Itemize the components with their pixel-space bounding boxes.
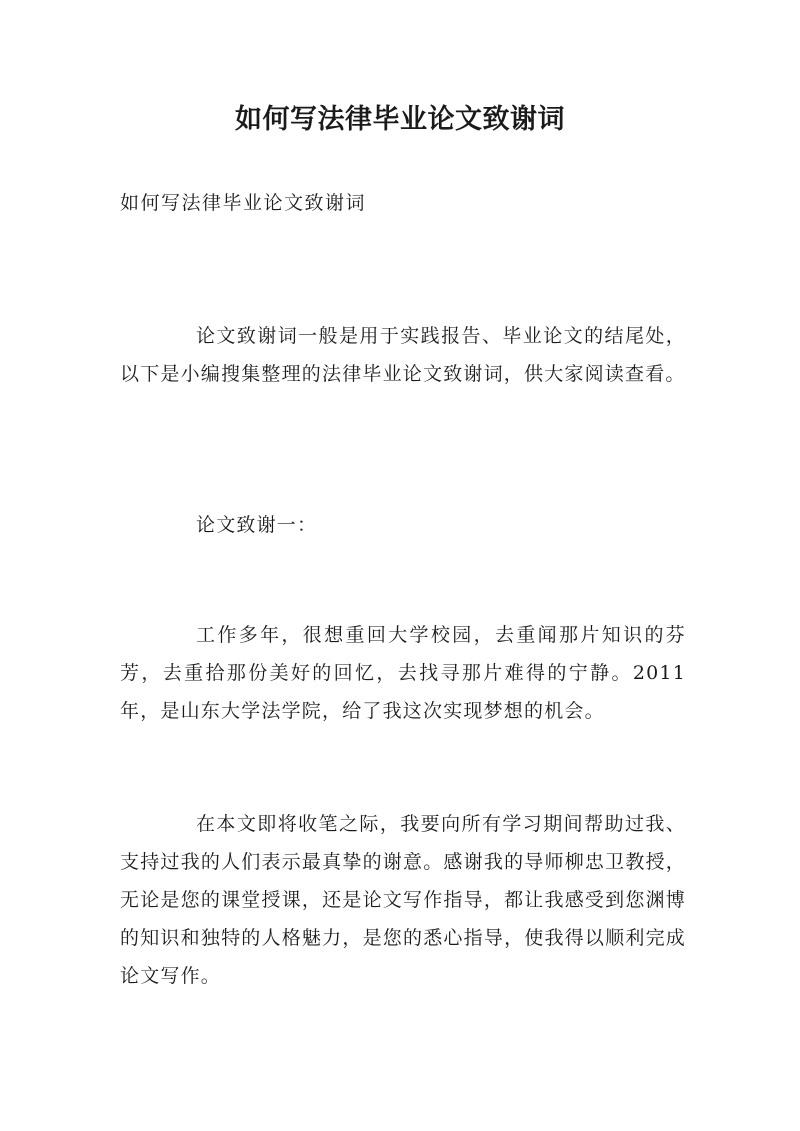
paragraph-intro: 论文致谢词一般是用于实践报告、毕业论文的结尾处，以下是小编搜集整理的法律毕业论文致谢词，供大家阅读查看。 xyxy=(120,325,686,385)
document-subtitle: 如何写法律毕业论文致谢词 xyxy=(120,192,367,214)
paragraph-body-1: 工作多年，很想重回大学校园，去重闻那片知识的芬芳，去重拾那份美好的回忆，去找寻那片难得的宁静。2011年，是山东大学法学院，给了我这次实现梦想的机会。 xyxy=(120,624,686,722)
paragraph-body-2: 在本文即将收笔之际，我要向所有学习期间帮助过我、支持过我的人们表示最真挚的谢意。感谢我的导师柳忠卫教授，无论是您的课堂授课，还是论文写作指导，都让我感受到您渊博的知识和独特的人格魅力，是您的悉心指导，使我得以顺利完成论文写作。 xyxy=(120,813,686,987)
paragraph-section-heading: 论文致谢一： xyxy=(196,514,318,536)
document-title: 如何写法律毕业论文致谢词 xyxy=(235,104,565,135)
